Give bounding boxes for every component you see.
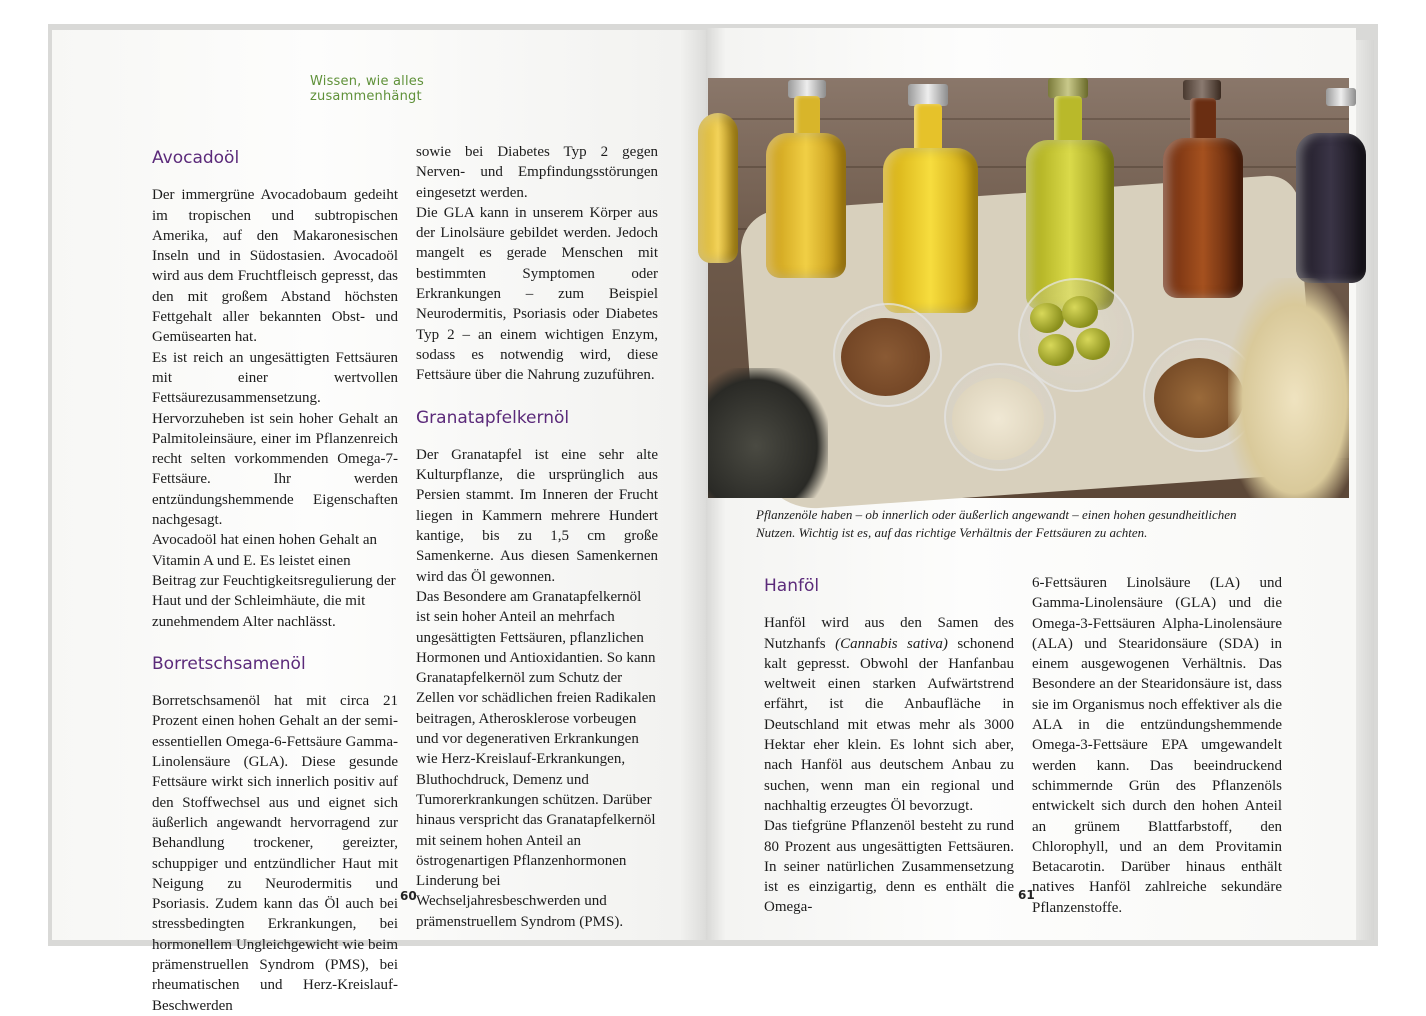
paragraph: Es ist reich an ungesättigten Fettsäuren mit einer wertvollen Fettsäurezusammensetzung. Hervorzuheben ist sein hoher Gehalt an Palmitoleinsäure, einer im Pflanzenreich recht selten vorkommenden Omega-7-Fettsäure. Ihr werden entzündungshemmende Eigenschaften nachgesagt.	[152, 349, 398, 529]
heading-borretschsamenoel: Borretschsamenöl	[152, 653, 306, 674]
heading-avocadooel: Avocadoöl	[152, 148, 240, 168]
right-column-1	[764, 576, 1014, 918]
left-column-2	[416, 142, 658, 932]
page-number: 60	[400, 889, 417, 903]
heading-granatapfelkernoel: Granatapfelkernöl	[416, 407, 570, 428]
paragraph: Die GLA kann in unserem Körper aus der Linolsäure gebildet werden. Jedoch mangelt es gerade Menschen mit bestimmten Symptomen oder Erkrankungen – zum Beispiel Neurodermitis, Psoriasis oder Diabetes Typ 2 – an einem wichtigen Enzym, sodass es notwendig wird, diese Fettsäure über die Nahrung zuzuführen.	[416, 204, 658, 384]
paragraph-text: schonend kalt gepresst. Obwohl der Hanfanbau weltweit einen starken Aufwärtstrend erfährt, ist die Anbaufläche in Deutschland mit etwas mehr als 3000 Hektar eher klein. Es lohnt sich aber, nach Hanföl aus deutschem Anbau zu suchen, wenn man ein regional und nachhaltig erzeugtes Öl bevorzugt.	[764, 635, 1014, 814]
latin-name: (Cannabis sativa)	[835, 635, 948, 652]
oils-photo	[708, 78, 1349, 498]
right-column-2	[1032, 573, 1282, 918]
heading-hanfoel: Hanföl	[764, 576, 820, 596]
paragraph: Der Granatapfel ist eine sehr alte Kulturpflanze, die ursprünglich aus Persien stammt. Im Inneren der Frucht liegen in Kammern mehrere Hundert kantige, bis zu 1,5 cm große Samenkerne. Aus diesen Samenkernen wird das Öl gewonnen.	[416, 446, 658, 585]
right-page	[706, 28, 1356, 940]
paragraph-text: Hanföl wird aus den Samen des Nutzhanfs	[764, 615, 1014, 652]
photo-caption: Pflanzenöle haben – ob innerlich oder äußerlich angewandt – einen hohen gesundheitlichen Nutzen. Wichtig ist es, auf das richtige Verhältnis der Fettsäuren zu achten.	[756, 507, 1237, 540]
left-column-1	[152, 148, 398, 1016]
paragraph: Borretschsamenöl hat mit circa 21 Prozent einen hohen Gehalt an der semi-essentiellen Omega-6-Fettsäure Gamma-Linolensäure (GLA). Diese gesunde Fettsäure wirkt sich innerlich positiv auf den Stoffwechsel aus und eignet sich äußerlich angewandt hervorragend zur Behandlung trockener, gereizter, schuppiger und entzündlicher Haut mit Neigung zu Neurodermitis und Psoriasis. Zudem kann das Öl auch bei stressbedingten Erkrankungen, bei hormonellem Ungleichgewicht wie beim prämenstruellen Syndrom (PMS), bei rheumatischen und Herz-Kreislauf-Beschwerden	[152, 693, 398, 1014]
page-number: 61	[1018, 888, 1035, 902]
running-head: Wissen, wie alles zusammenhängt	[310, 74, 424, 104]
paragraph: Das tiefgrüne Pflanzenöl besteht zu rund 80 Prozent aus ungesättigten Fettsäuren. In seiner natürlichen Zusammensetzung ist es einzigartig, denn es enthält die Omega-	[764, 818, 1014, 916]
paragraph: sowie bei Diabetes Typ 2 gegen Nerven- und Empfindungsstörungen eingesetzt werden.	[416, 144, 658, 201]
paragraph: Das Besondere am Granatapfelkernöl ist sein hoher Anteil an mehrfach ungesättigten Fettsäuren, pflanzlichen Hormonen und Antioxidantien. So kann Granatapfelkernöl zum Schutz der Zellen vor schädlichen freien Radikalen beitragen, Atherosklerose vorbeugen und vor degenerativen Erkrankungen wie Herz-Kreislauf-Erkrankungen, Bluthochdruck, Demenz und Tumorerkrankungen schützen. Darüber hinaus verspricht das Granatapfelkernöl mit seinem hohen Anteil an östrogenartigen Pflanzenhormonen Linderung bei Wechseljahresbeschwerden und prämenstruellem Syndrom (PMS).	[416, 588, 656, 930]
paragraph: Der immergrüne Avocadobaum gedeiht im tropischen und subtropischen Amerika, auf den Makaronesischen Inseln und in Südostasien. Avocadoöl wird aus dem Fruchtfleisch gepresst, das den mit großem Abstand höchsten Fettgehalt aller bekannten Obst- und Gemüsearten hat.	[152, 187, 398, 346]
left-page	[52, 30, 706, 1014]
paragraph	[764, 613, 1014, 816]
paragraph: Avocadoöl hat einen hohen Gehalt an Vitamin A und E. Es leistet einen Beitrag zur Feuchtigkeitsregulierung der Haut und der Schleimhäute, die mit zunehmendem Alter nachlässt.	[152, 532, 396, 630]
paragraph: 6-Fettsäuren Linolsäure (LA) und Gamma-Linolensäure (GLA) und die Omega-3-Fettsäuren Alpha-Linolensäure (ALA) und Stearidonsäure (SDA) in einem ausgewogenen Verhältnis. Das Besondere an der Stearidonsäure ist, dass sie im Organismus noch effektiver als die ALA in die entzündungshemmende Omega-3-Fettsäure EPA umgewandelt werden kann. Das beeindruckend schimmernde Grün des Pflanzenöls entwickelt sich durch den hohen Anteil an grünem Blattfarbstoff, den Chlorophyll, und an dem Provitamin Betacarotin. Darüber hinaus enthält natives Hanföl zahlreiche sekundäre Pflanzenstoffe.	[1032, 575, 1282, 916]
